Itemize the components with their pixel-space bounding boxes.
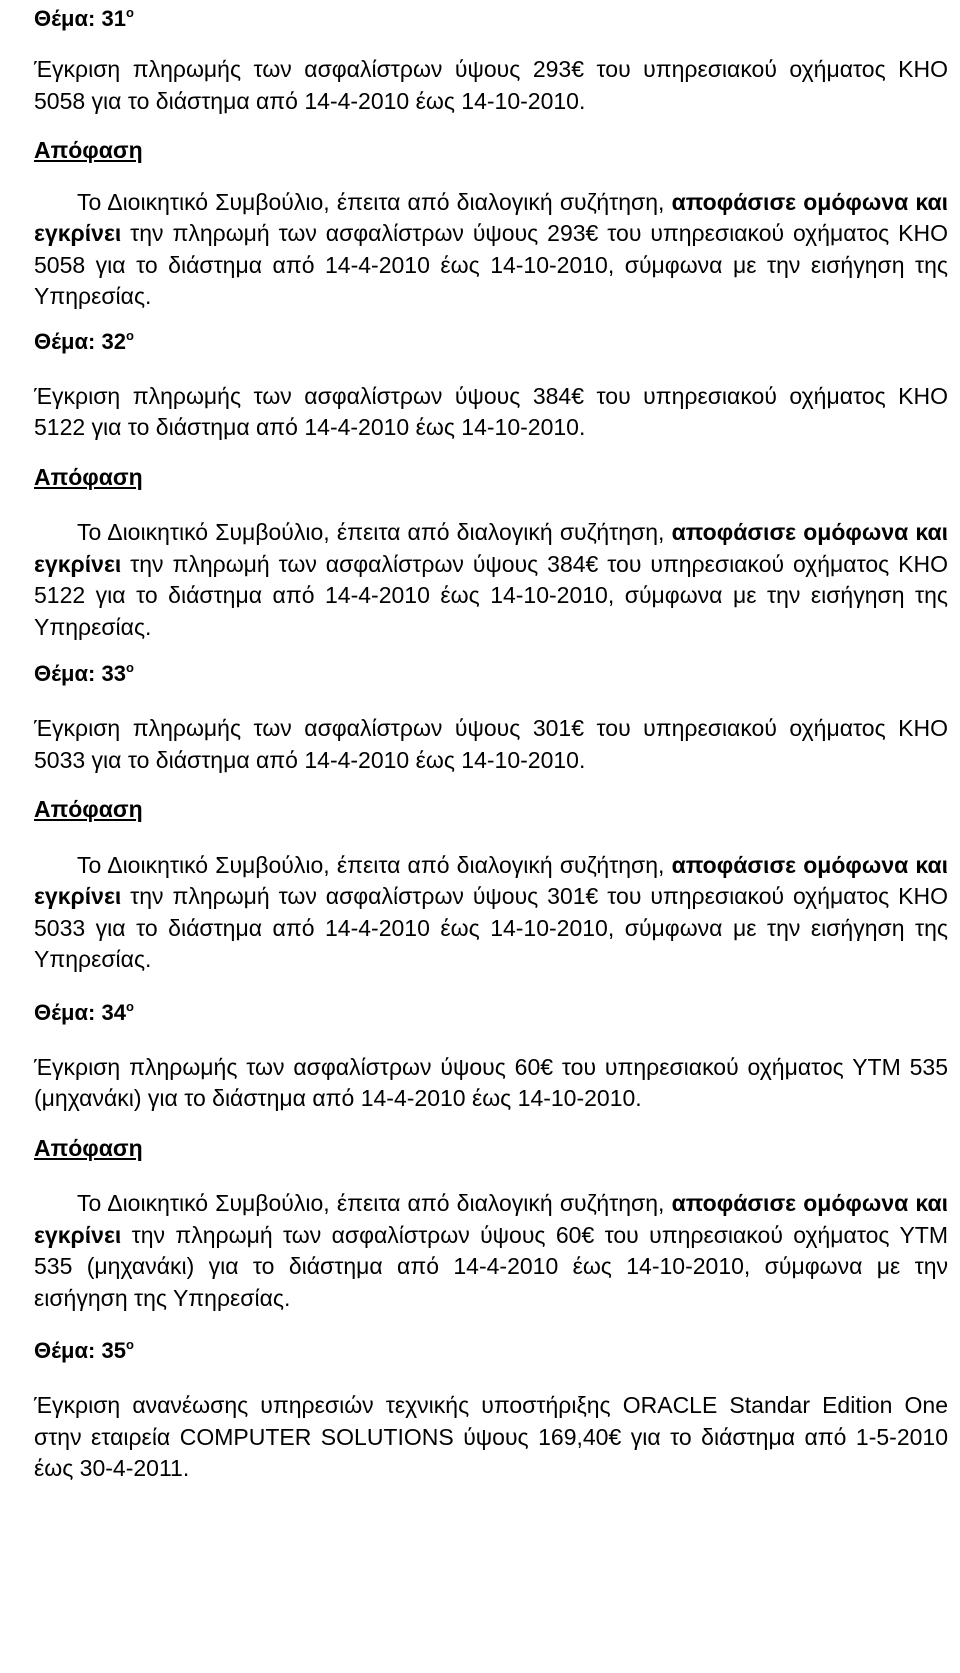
topic-heading: Θέμα: $34^o$: [34, 998, 134, 1025]
ordinal-mark: ο: [125, 5, 134, 20]
decision-heading: Απόφαση: [34, 796, 143, 822]
decision-text: Το Διοικητικό Συμβούλιο, έπειτα από διαλογική συζήτηση, αποφάσισε ομόφωνα και εγκρίνει την πληρωμή των ασφαλίστρων ύψους 60€ του υπηρεσιακού οχήματος ΥΤΜ 535 (μηχανάκι) για το διάστημα από 14-4-2010 έως 14-10-2010, σύμφωνα με την εισήγηση της Υπηρεσίας.: [34, 1190, 948, 1311]
topic-heading: Θέμα: $33^o$: [34, 660, 134, 686]
ordinal-mark: ο: [125, 660, 134, 675]
topic-34: [34, 976, 948, 1315]
ordinal-mark: ο: [125, 1337, 134, 1352]
topic-subject: Έγκριση πληρωμής των ασφαλίστρων ύψους 384€ του υπηρεσιακού οχήματος ΚΗΟ 5122 για το διάστημα από 14-4-2010 έως 14-10-2010.: [34, 382, 948, 440]
topic-33: [34, 643, 948, 976]
topic-heading: Θέμα: $35^o$: [34, 1337, 134, 1363]
topic-32: [34, 313, 948, 644]
decision-heading: Απόφαση: [34, 463, 143, 490]
topic-subject: Έγκριση πληρωμής των ασφαλίστρων ύψους 60€ του υπηρεσιακού οχήματος ΥΤΜ 535 (μηχανάκι) για το διάστημα από 14-4-2010 έως 14-10-2010.: [34, 1053, 948, 1111]
decision-text: Το Διοικητικό Συμβούλιο, έπειτα από διαλογική συζήτηση, αποφάσισε ομόφωνα και εγκρίνει την πληρωμή των ασφαλίστρων ύψους 293€ του υπηρεσιακού οχήματος ΚΗΟ 5058 για το διάστημα από 14-4-2010 έως 14-10-2010, σύμφωνα με την εισήγηση της Υπηρεσίας.: [34, 188, 948, 309]
topic-31: [34, 0, 948, 313]
decision-text: Το Διοικητικό Συμβούλιο, έπειτα από διαλογική συζήτηση, αποφάσισε ομόφωνα και εγκρίνει την πληρωμή των ασφαλίστρων ύψους 384€ του υπηρεσιακού οχήματος ΚΗΟ 5122 για το διάστημα από 14-4-2010 έως 14-10-2010, σύμφωνα με την εισήγηση της Υπηρεσίας.: [34, 519, 948, 640]
topic-subject: Έγκριση πληρωμής των ασφαλίστρων ύψους 293€ του υπηρεσιακού οχήματος ΚΗΟ 5058 για το διάστημα από 14-4-2010 έως 14-10-2010.: [34, 56, 948, 114]
ordinal-mark: ο: [125, 327, 134, 343]
decision-heading: Απόφαση: [34, 1134, 143, 1161]
decision-bold-phrase: αποφάσισε ομόφωνα και εγκρίνει: [34, 1190, 948, 1248]
topic-35: [34, 1314, 948, 1485]
topic-heading: Θέμα: $32^o$: [34, 327, 134, 354]
topic-subject: Έγκριση πληρωμής των ασφαλίστρων ύψους 301€ του υπηρεσιακού οχήματος ΚΗΟ 5033 για το διάστημα από 14-4-2010 έως 14-10-2010.: [34, 715, 948, 773]
decision-bold-phrase: αποφάσισε ομόφωνα και εγκρίνει: [34, 519, 948, 577]
decision-heading: Απόφαση: [34, 137, 143, 163]
topic-heading: Θέμα: $31^o$: [34, 5, 134, 31]
topic-subject: Έγκριση ανανέωσης υπηρεσιών τεχνικής υποστήριξης ORACLE Standar Edition One στην εταιρεία COMPUTER SOLUTIONS ύψους 169,40€ για το διάστημα από 1-5-2010 έως 30-4-2011.: [34, 1392, 948, 1481]
ordinal-mark: ο: [125, 998, 134, 1014]
decision-bold-phrase: αποφάσισε ομόφωνα και εγκρίνει: [34, 851, 948, 909]
decision-bold-phrase: αποφάσισε ομόφωνα και εγκρίνει: [34, 188, 948, 246]
decision-text: Το Διοικητικό Συμβούλιο, έπειτα από διαλογική συζήτηση, αποφάσισε ομόφωνα και εγκρίνει την πληρωμή των ασφαλίστρων ύψους 301€ του υπηρεσιακού οχήματος ΚΗΟ 5033 για το διάστημα από 14-4-2010 έως 14-10-2010, σύμφωνα με την εισήγηση της Υπηρεσίας.: [34, 851, 948, 972]
